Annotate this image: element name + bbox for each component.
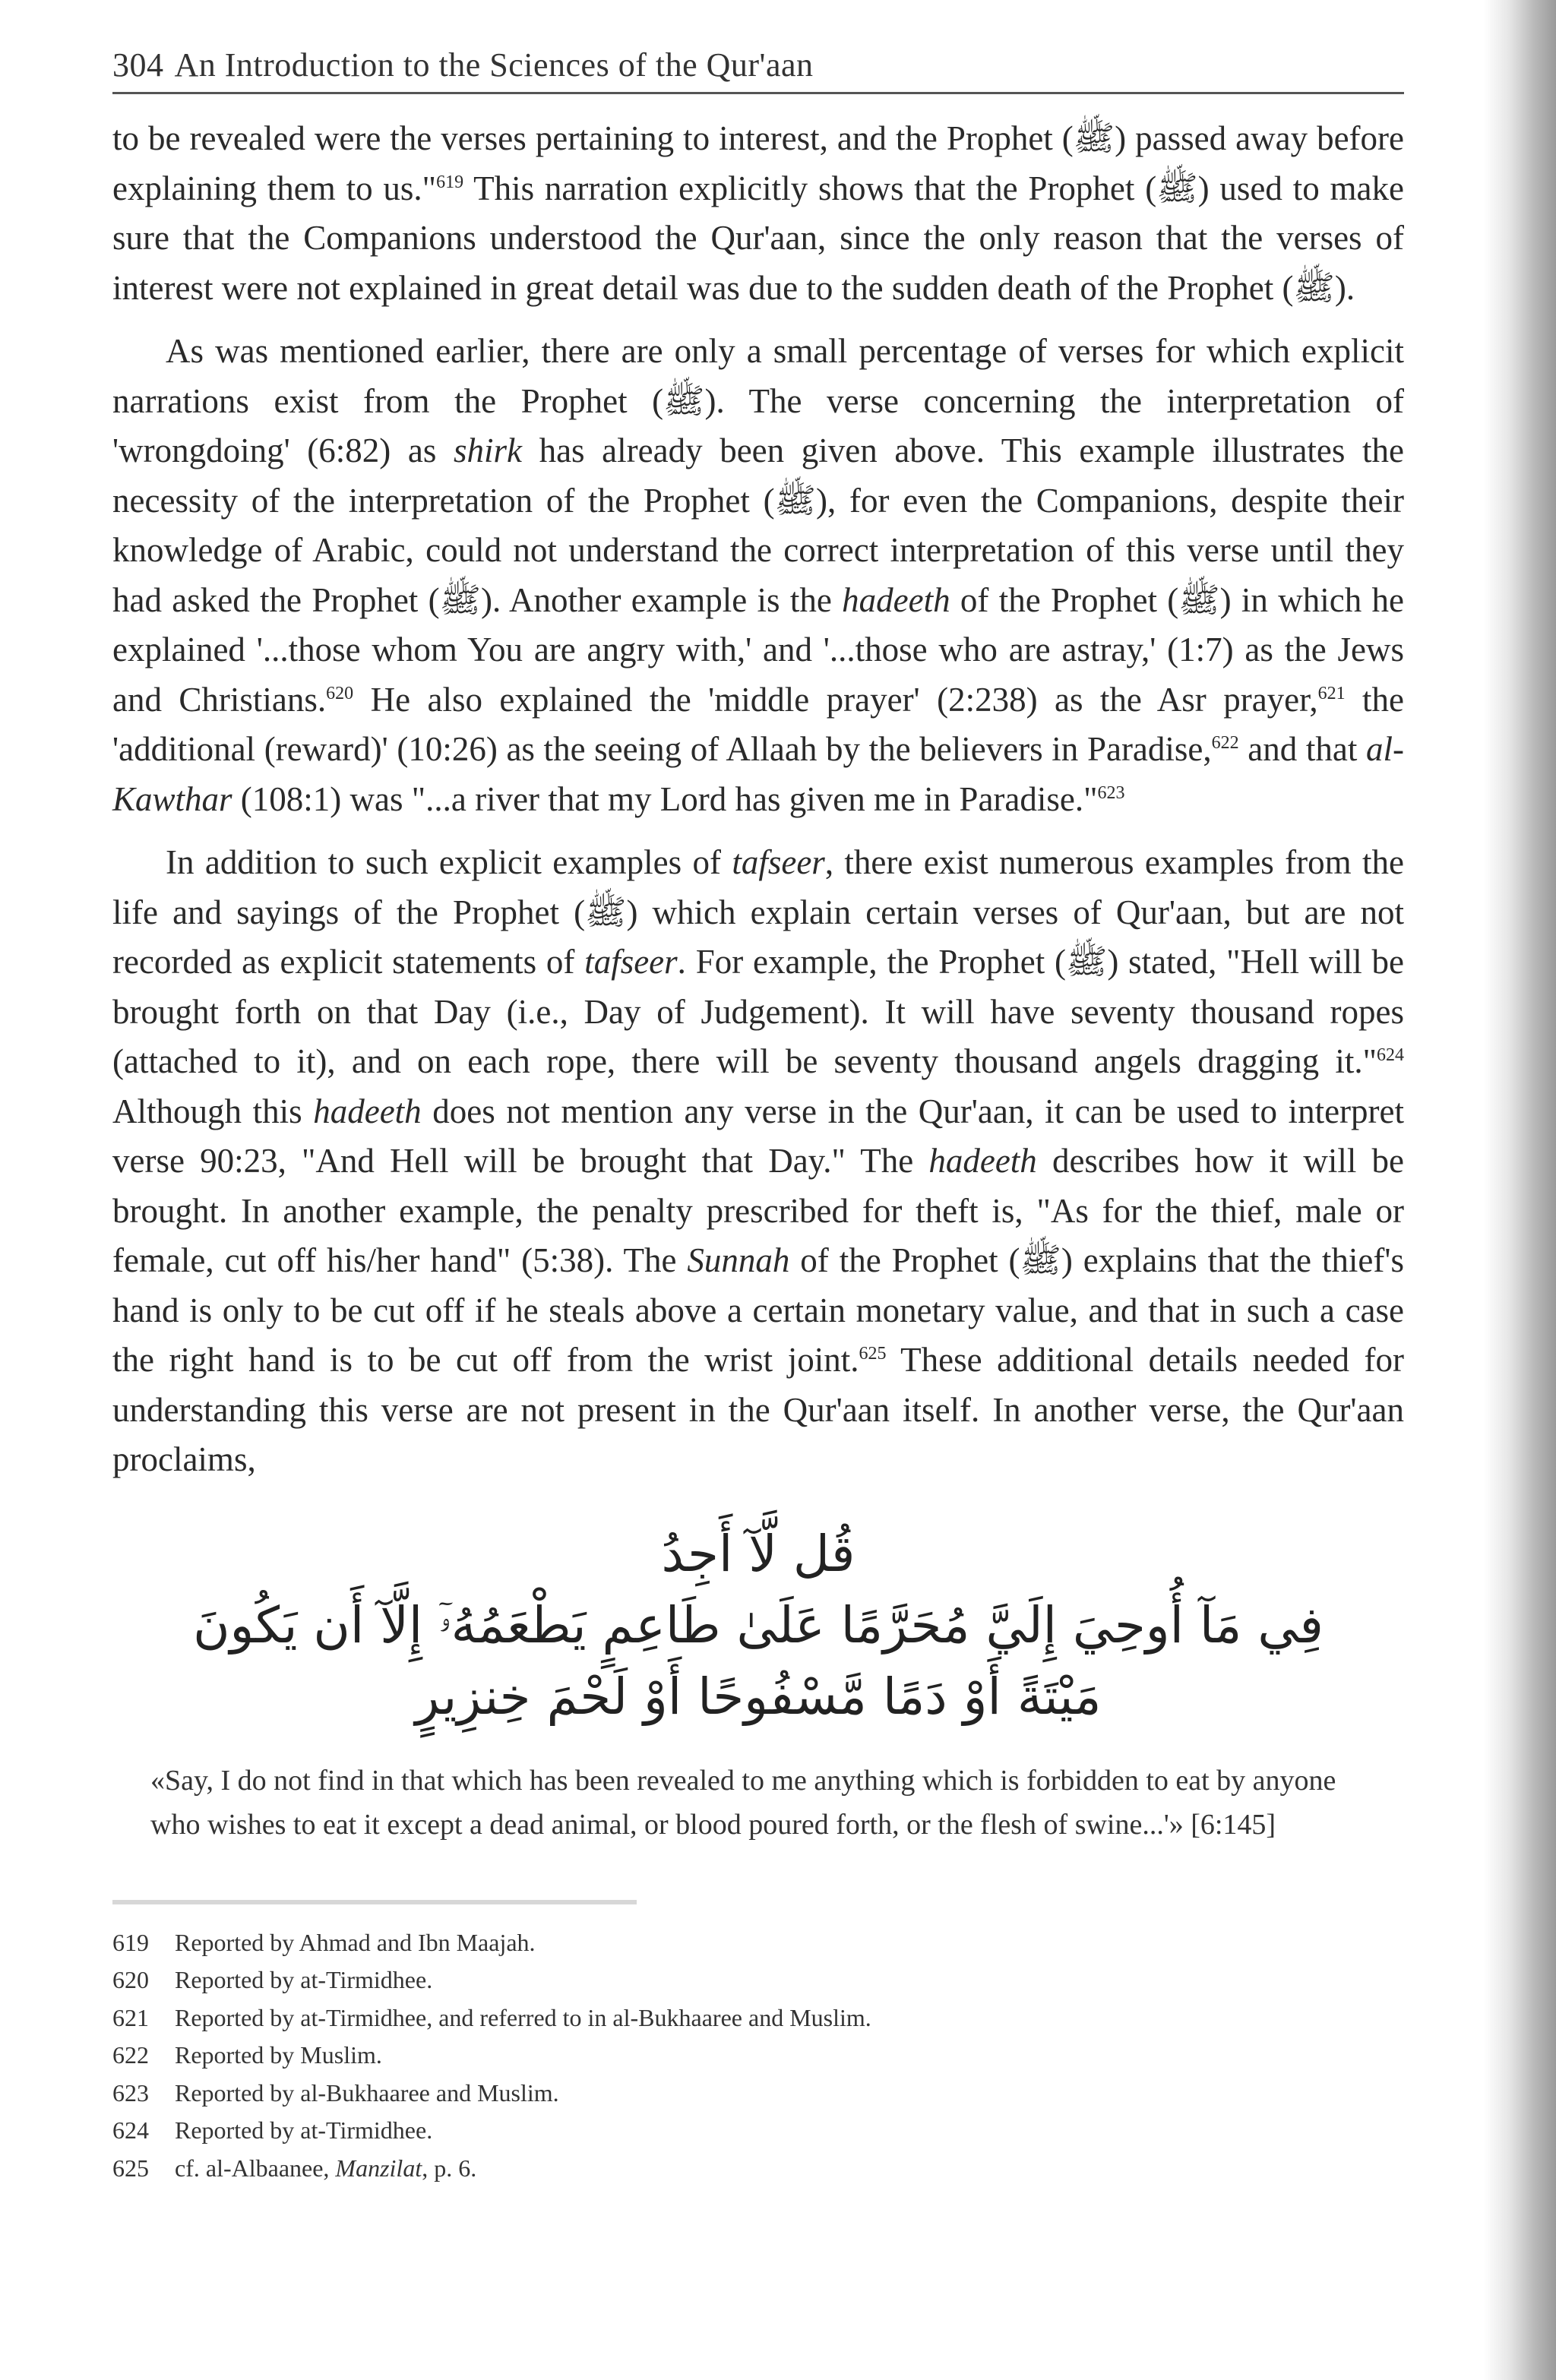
term-hadeeth: hadeeth [313, 1092, 422, 1130]
term-al-kawthar: al-Kawthar [112, 730, 1405, 818]
footnote-number: 621 [112, 2003, 149, 2031]
footnote-text: , p. 6. [422, 2154, 477, 2182]
footnote-number: 625 [112, 2154, 149, 2182]
term-sunnah: Sunnah [687, 1241, 790, 1279]
footnote-text: cf. al-Albaanee, [175, 2154, 336, 2182]
term-hadeeth: hadeeth [928, 1142, 1037, 1180]
text-run: of the Prophet (ﷺ) in which he explained '...those whom You are angry with,' and '...those who are astray,' (1:7) as the Jews and Christians. [112, 580, 1404, 719]
footnote-text: Reported by at-Tirmidhee. [175, 1966, 433, 1993]
text-run: In addition to such explicit examples of [166, 843, 732, 881]
footnote-text: Reported by at-Tirmidhee, and referred to in al-Bukhaaree and Muslim. [175, 2003, 871, 2031]
footnote-620 [112, 1961, 1404, 1999]
footnotes [112, 1924, 1404, 2188]
paragraph-2 [112, 327, 1404, 824]
text-run: . For example, the Prophet (ﷺ) stated, "Hell will be brought forth on that Day (i.e., Day of Judgement). It will have seventy thousand ropes (attached to it), and on each rope, there will be seventy thousand angels dragging it." [112, 943, 1404, 1080]
footnote-text: Reported by Ahmad and Ibn Maajah. [175, 1928, 536, 1956]
text-run: , there exist numerous examples from the life and sayings of the Prophet (ﷺ) which explain certain verses of Qur'aan, but are not recorded as explicit statements of [112, 843, 1404, 981]
footnote-divider [112, 1900, 637, 1904]
text-run: This narration explicitly shows that the Prophet (ﷺ) used to make sure that the Companions understood the Qur'aan, since the only reason that the verses of interest were not explained in great detail was due to the sudden death of the Prophet (ﷺ). [112, 169, 1404, 307]
arabic-line-1: قُل لَّآ أَجِدُ [661, 1524, 855, 1583]
arabic-line-2: فِي مَآ أُوحِيَ إِلَيَّ مُحَرَّمًا عَلَىٰ طَاعِمٍ يَطْعَمُهُۥٓ إِلَّآ أَن يَكُونَ [193, 1595, 1324, 1655]
term-shirk: shirk [453, 431, 522, 469]
text-run: does not mention any verse in the Qur'aan, it can be used to interpret verse 90:23, "And Hell will be brought that Day." The [112, 1092, 1404, 1180]
text-run: These additional details needed for understanding this verse are not present in the Qur'aan itself. In another verse, the Qur'aan proclaims, [112, 1341, 1404, 1478]
footnote-ref-619[interactable]: 619 [436, 172, 464, 192]
footnote-ref-620[interactable]: 620 [326, 683, 354, 703]
text-run: to be revealed were the verses pertaining to interest, and the Prophet (ﷺ) passed away before explaining them to us." [112, 119, 1404, 207]
footnote-text: Reported by al-Bukhaaree and Muslim. [175, 2078, 559, 2107]
text-run: of the Prophet (ﷺ) explains that the thief's hand is only to be cut off if he steals above a certain monetary value, and that in such a case the right hand is to be cut off from the wrist joint. [112, 1241, 1404, 1379]
footnote-621 [112, 1999, 1404, 2037]
text-run: the 'additional (reward)' (10:26) as the seeing of Allaah by the believers in Paradise, [112, 680, 1404, 768]
verse-translation: «Say, I do not find in that which has been revealed to me anything which is forbidden to eat by anyone who wishes to eat it except a dead animal, or blood poured forth, or the flesh of swine...'» [6:145] [150, 1764, 1336, 1841]
book-title: An Introduction to the Sciences of the Qur'aan [174, 46, 814, 84]
term-tafseer: tafseer [732, 843, 825, 881]
text-run: Although this [112, 1092, 314, 1130]
footnote-624 [112, 2112, 1404, 2150]
footnote-number: 624 [112, 2116, 149, 2144]
text-run: has already been given above. This example illustrates the necessity of the interpretation of the Prophet (ﷺ), for even the Companions, despite their knowledge of Arabic, could not understand the correct interpretation of this verse until they had asked the Prophet (ﷺ). Another example is the [112, 431, 1405, 619]
footnote-ref-625[interactable]: 625 [859, 1344, 887, 1364]
footnote-ref-621[interactable]: 621 [1317, 683, 1346, 703]
footnote-ref-622[interactable]: 622 [1211, 733, 1239, 753]
footnote-ref-624[interactable]: 624 [1377, 1045, 1404, 1065]
footnote-619 [112, 1924, 1404, 1962]
footnote-number: 620 [112, 1966, 149, 1993]
footnote-625 [112, 2150, 1404, 2188]
footnote-number: 622 [112, 2041, 149, 2069]
page-edge-shadow [1484, 0, 1556, 2380]
footnote-622 [112, 2037, 1404, 2075]
footnote-623 [112, 2075, 1404, 2113]
term-hadeeth: hadeeth [842, 580, 950, 619]
text-run: (108:1) was "...a river that my Lord has given me in Paradise." [232, 779, 1098, 818]
arabic-line-3: مَيْتَةً أَوْ دَمًا مَّسْفُوحًا أَوْ لَحْمَ خِنزِيرٍ [415, 1667, 1102, 1726]
page-content [112, 46, 1404, 2187]
text-run: He also explained the 'middle prayer' (2:238) as the Asr prayer, [353, 680, 1318, 719]
text-run: As was mentioned earlier, there are only a small percentage of verses for which explicit narrations exist from the Prophet (ﷺ). The verse concerning the interpretation of 'wrongdoing' (6:82) as [112, 332, 1404, 469]
footnote-book-title: Manzilat [335, 2154, 422, 2182]
paragraph-1 [112, 114, 1404, 313]
footnote-ref-623[interactable]: 623 [1097, 782, 1125, 803]
footnote-number: 623 [112, 2078, 149, 2107]
footnote-text: Reported by Muslim. [175, 2041, 382, 2069]
text-run: describes how it will be brought. In another example, the penalty prescribed for theft is, "As for the thief, male or female, cut off his/her hand" (5:38). The [112, 1142, 1404, 1279]
running-head [112, 46, 1404, 94]
page-number: 304 [112, 46, 164, 84]
footnote-text: Reported by at-Tirmidhee. [175, 2116, 433, 2144]
arabic-verse [112, 1519, 1404, 1733]
term-tafseer: tafseer [584, 943, 678, 981]
text-run: and that [1238, 730, 1367, 768]
body-text [112, 114, 1404, 1485]
paragraph-3 [112, 838, 1404, 1485]
footnote-number: 619 [112, 1928, 149, 1956]
